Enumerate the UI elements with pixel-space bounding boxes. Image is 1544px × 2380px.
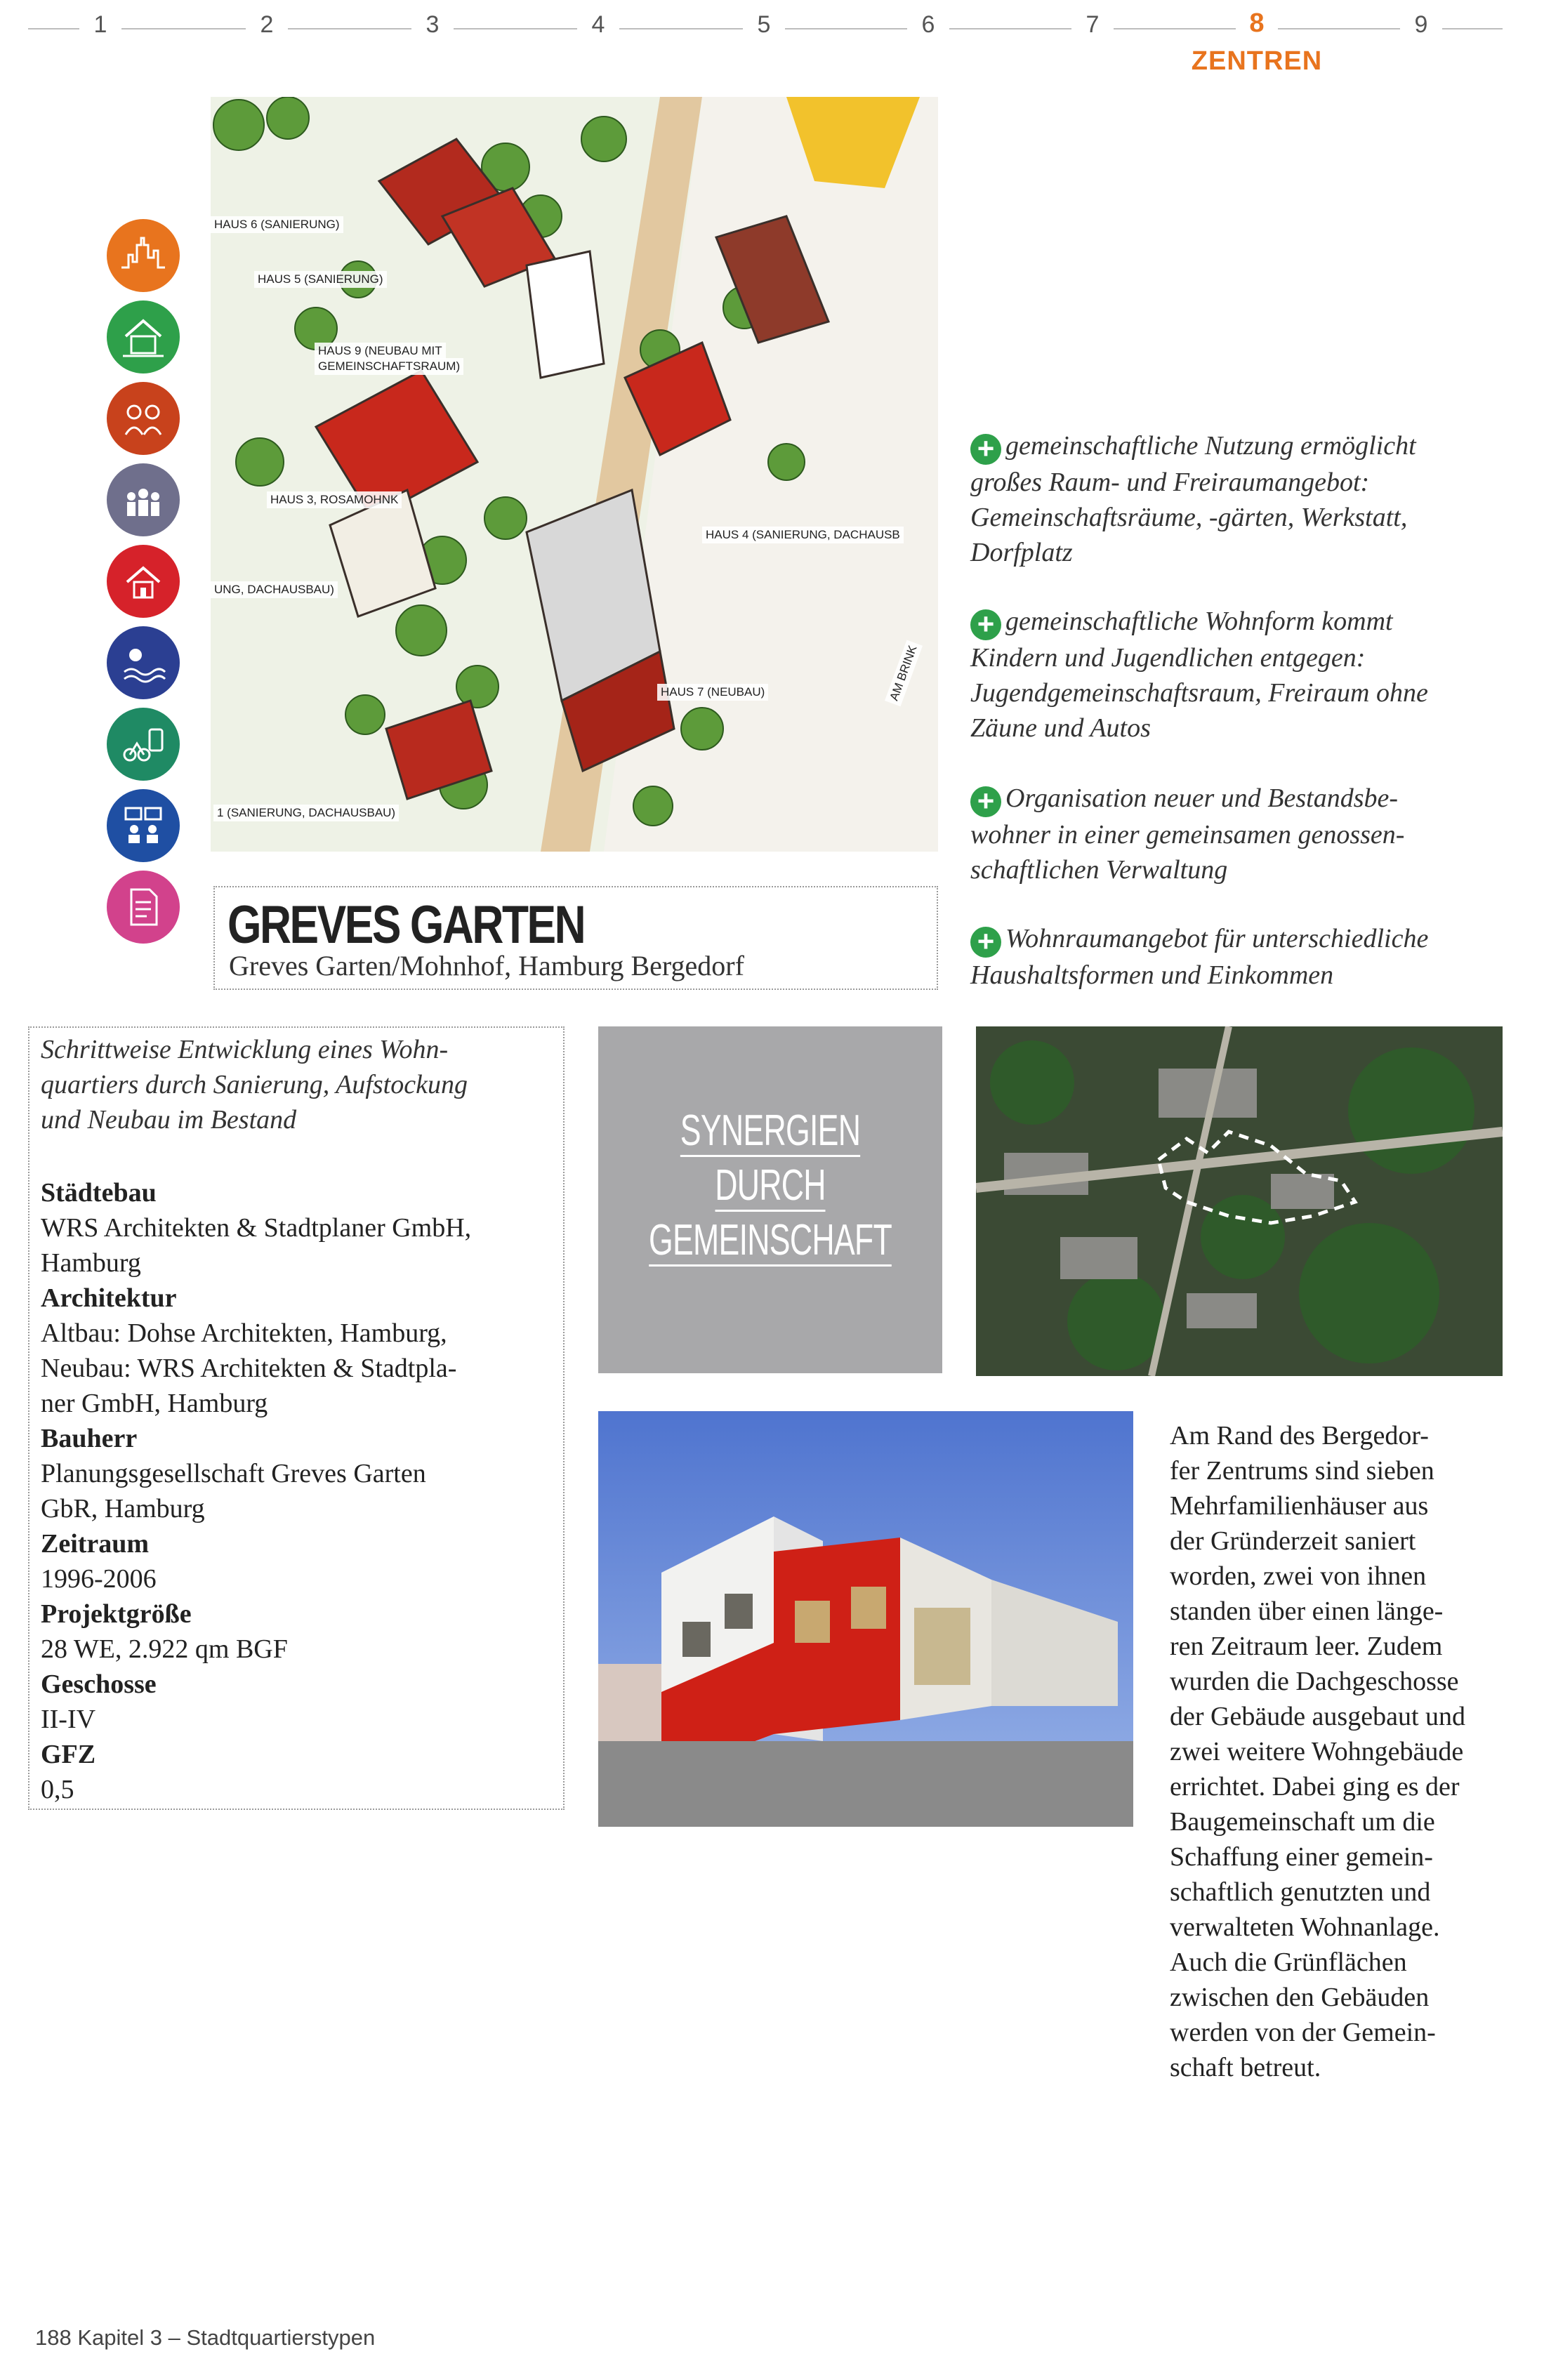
project-title: GREVES GARTEN: [227, 895, 585, 955]
description-line: der Gründerzeit saniert: [1170, 1526, 1416, 1556]
info-value: II-IV: [41, 1705, 96, 1734]
document-icon: [107, 871, 180, 944]
participation-icon: [107, 789, 180, 862]
info-intro: Schrittweise Entwicklung eines Wohn- quartiers durch Sanierung, Aufstockung und Neubau im Bestand: [41, 1035, 468, 1135]
description-line: fer Zentrums sind sieben: [1170, 1456, 1434, 1486]
plan-label: GEMEINSCHAFTSRAUM): [315, 358, 463, 375]
plan-label: 1 (SANIERUNG, DACHAUSBAU): [213, 805, 399, 821]
info-value: WRS Architekten & Stadtplaner GmbH,: [41, 1213, 472, 1243]
description-line: Schaffung einer gemein-: [1170, 1842, 1433, 1872]
benefit-item: + gemeinschaftliche Wohnform kommt Kindern und Jugendlichen entgegen: Jugendgemeinschaftsraum, Freiraum ohne Zäune und Autos: [970, 607, 1428, 743]
benefit-item: + gemeinschaftliche Nutzung ermöglicht großes Raum- und Freiraumangebot: Gemeinschaftsräume, -gärten, Werkstatt, Dorfplatz: [970, 431, 1416, 567]
plan-label: HAUS 9 (NEUBAU MIT: [315, 343, 446, 359]
info-value: 28 WE, 2.922 qm BGF: [41, 1634, 288, 1664]
description-line: Am Rand des Bergedor-: [1170, 1421, 1429, 1450]
chapter-9-link[interactable]: 9: [1400, 11, 1442, 39]
active-chapter-label: ZENTREN: [1191, 46, 1323, 76]
plus-icon: +: [970, 609, 1001, 640]
description-line: zwischen den Gebäuden: [1170, 1983, 1430, 2012]
synergy-heading-box: [598, 1026, 942, 1373]
chapter-2-link[interactable]: 2: [246, 11, 288, 39]
house-garden-icon: [107, 300, 180, 373]
building-photo-image: [598, 1411, 1133, 1827]
synergy-line: GEMEINSCHAFT: [647, 1213, 895, 1268]
chapter-navigation: [0, 0, 1544, 84]
info-heading: Architektur: [41, 1283, 177, 1313]
chapter-7-link[interactable]: 7: [1071, 11, 1114, 39]
description-line: standen über einen länge-: [1170, 1596, 1444, 1626]
climate-icon: [107, 626, 180, 699]
info-value: 0,5: [41, 1775, 74, 1804]
description-line: Baugemeinschaft um die: [1170, 1807, 1435, 1837]
info-heading: Bauherr: [41, 1424, 138, 1453]
plan-label: HAUS 3, ROSAMOHNK: [267, 491, 402, 508]
description-line: werden von der Gemein-: [1170, 2018, 1436, 2047]
project-subtitle: Greves Garten/Mohnhof, Hamburg Bergedorf: [229, 950, 744, 981]
info-value: GbR, Hamburg: [41, 1494, 205, 1523]
info-value: ner GmbH, Hamburg: [41, 1389, 268, 1418]
description-line: wurden die Dachgeschosse: [1170, 1667, 1459, 1696]
plus-icon: +: [970, 927, 1001, 958]
plus-icon: +: [970, 434, 1001, 465]
plan-label: HAUS 4 (SANIERUNG, DACHAUSB: [702, 527, 904, 543]
description-line: schaftlich genutzten und: [1170, 1877, 1431, 1907]
project-title-box: [213, 886, 938, 990]
description-line: worden, zwei von ihnen: [1170, 1561, 1427, 1591]
info-list: [41, 1175, 553, 1807]
mobility-icon: [107, 708, 180, 781]
description-line: Auch die Grünflächen: [1170, 1948, 1407, 1977]
people-group-icon: [107, 463, 180, 536]
info-value: 1996-2006: [41, 1564, 157, 1594]
aerial-photo-image: [976, 1026, 1503, 1376]
chapter-5-link[interactable]: 5: [743, 11, 785, 39]
description-line: ren Zeitraum leer. Zudem: [1170, 1632, 1443, 1661]
building-photo: [598, 1411, 1133, 1827]
info-heading: Geschosse: [41, 1670, 157, 1699]
description-line: errichtet. Dabei ging es der: [1170, 1772, 1460, 1801]
chapter-1-link[interactable]: 1: [79, 11, 121, 39]
home-care-icon: [107, 545, 180, 618]
info-heading: Projektgröße: [41, 1599, 192, 1629]
plan-label: UNG, DACHAUSBAU): [211, 581, 338, 598]
plus-icon: +: [970, 786, 1001, 817]
chapter-3-link[interactable]: 3: [411, 11, 454, 39]
description-line: der Gebäude ausgebaut und: [1170, 1702, 1466, 1731]
info-heading: GFZ: [41, 1740, 96, 1769]
benefit-item: + Organisation neuer und Bestandsbe- wohner in einer gemeinsamen genossen- schaftlichen Verwaltung: [970, 784, 1405, 885]
synergy-line: DURCH: [647, 1158, 895, 1213]
info-value: Planungsgesellschaft Greves Garten: [41, 1459, 426, 1488]
chapter-6-link[interactable]: 6: [907, 11, 949, 39]
description-line: schaft betreut.: [1170, 2053, 1321, 2082]
skyline-icon: [107, 219, 180, 292]
project-info-box: [28, 1026, 565, 1810]
aerial-photo: [976, 1026, 1503, 1376]
plan-label: HAUS 6 (SANIERUNG): [211, 216, 343, 233]
plan-label: HAUS 5 (SANIERUNG): [254, 271, 387, 288]
site-plan-sketch: [211, 97, 938, 852]
info-value: Neubau: WRS Architekten & Stadtpla-: [41, 1354, 457, 1383]
page-footer: 188 Kapitel 3 – Stadtquartierstypen: [35, 2325, 376, 2350]
description-line: zwei weitere Wohngebäude: [1170, 1737, 1464, 1766]
plan-label: HAUS 7 (NEUBAU): [657, 684, 768, 701]
community-icon: [107, 382, 180, 455]
info-value: Altbau: Dohse Architekten, Hamburg,: [41, 1318, 447, 1348]
sketch-drawing: [211, 97, 938, 852]
benefit-item: + Wohnraumangebot für unterschiedliche Haushaltsformen und Einkommen: [970, 924, 1429, 990]
description-line: verwalteten Wohnanlage.: [1170, 1912, 1440, 1942]
chapter-4-link[interactable]: 4: [577, 11, 619, 39]
description-line: Mehrfamilienhäuser aus: [1170, 1491, 1429, 1521]
synergy-line: SYNERGIEN: [647, 1104, 895, 1158]
info-heading: Zeitraum: [41, 1529, 150, 1559]
info-heading: Städtebau: [41, 1178, 157, 1208]
chapter-8-link[interactable]: 8: [1236, 8, 1278, 39]
plan-label: AM BRINK: [885, 640, 923, 706]
project-description: [1170, 1418, 1507, 2085]
info-value: Hamburg: [41, 1248, 141, 1278]
